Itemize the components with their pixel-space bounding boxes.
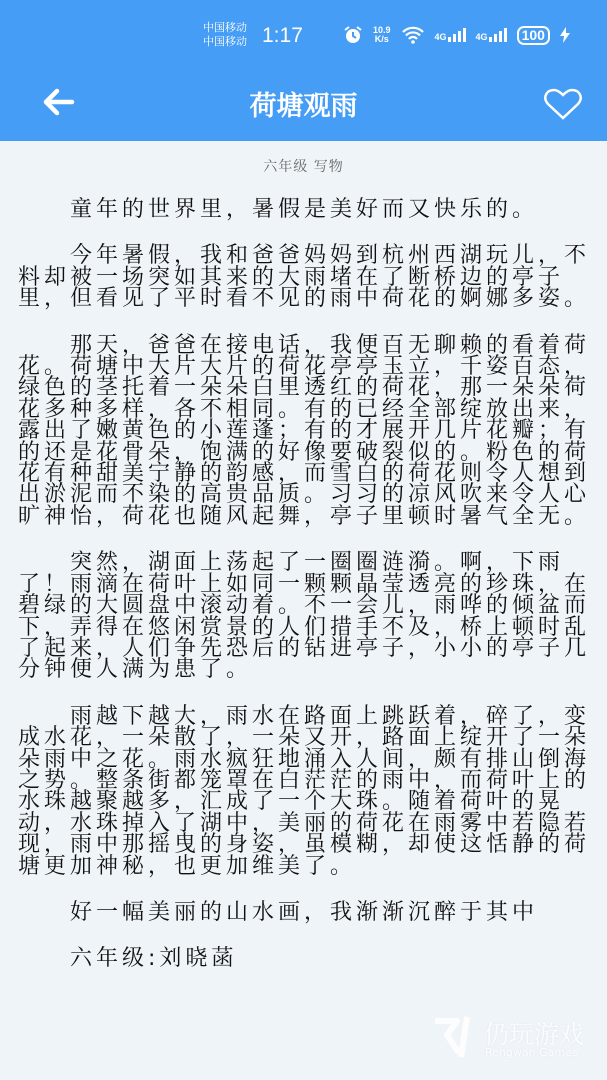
page-title: 荷塘观雨 [249,91,358,122]
paragraph: 那天，爸爸在接电话，我便百无聊赖的看着荷花。荷塘中大片大片的荷花亭亭玉立，千姿百态，绿色的茎托着一朵朵白里透红的荷花，那一朵朵荷花多种多样，各不相同。有的已经全部绽放出来，露出了嫩黄色的小莲蓬；有的才展开几片花瓣；有的还是花骨朵，饱满的好像要破裂似的。粉色的荷花有种甜美宁静的韵感，而雪白的荷花则令人想到出淤泥而不染的高贵品质。习习的凉风吹来令人心旷神怡，荷花也随风起舞，亭子里顿时暑气全无。 [18,332,591,529]
carrier-1: 中国移动 [203,21,247,34]
paragraph: 突然，湖面上荡起了一圈圈涟漪。啊，下雨了！雨滴在荷叶上如同一颗颗晶莹透亮的珍珠，在碧绿的大圆盘中滚动着。不一会儿，雨哗的倾盆而下，弄得在悠闲赏景的人们措手不及，桥上顿时乱了起来，人们争先恐后的钻进亭子，小小的亭子几分钟便人满为患了。 [18,550,591,683]
alarm-icon [343,25,363,45]
paragraph: 雨越下越大，雨水在路面上跳跃着，碎了，变成水花，一朵散了，一朵又开，路面上绽开了一朵朵雨中之花。雨水疯狂地涌入人间，颇有排山倒海之势。整条街都笼罩在白茫茫的雨中，而荷叶上的水珠越聚越多，汇成了一个大珠。随着荷叶的晃动，水珠掉入了湖中，美丽的荷花在雨雾中若隐若现，雨中那摇曳的身姿，虽模糊，却使这恬静的荷塘更加神秘，也更加维美了。 [18,703,591,879]
watermark-en: Rengwan Games [485,1046,578,1059]
status-bar [0,0,607,66]
top-nav-bar [0,66,607,141]
carrier-info [203,21,247,49]
paragraph: 童年的世界里，暑假是美好而又快乐的。 [70,197,539,222]
wifi-icon [401,26,425,44]
net-speed: 10.9 K/s [373,25,391,44]
paragraph: 好一幅美丽的山水画，我渐渐沉醉于其中 [70,899,539,925]
watermark-cn: 仍玩游戏 [484,1020,585,1049]
paragraph: 今年暑假，我和爸爸妈妈到杭州西湖玩儿，不料却被一场突如其来的大雨堵在了断桥边的亭子里，但看见了平时看不见的雨中荷花的婀娜多姿。 [18,243,591,312]
author-line: 六年级:刘晓菡 [70,946,238,972]
article-subtitle: 六年级 写物 [263,159,344,175]
watermark [432,1015,585,1063]
heart-outline-icon[interactable] [543,88,583,120]
clock: 1:17 [262,24,303,47]
carrier-2: 中国移动 [203,35,247,48]
signal-icon: 4G [476,28,507,42]
battery-icon: 100 [517,26,550,45]
article-body [18,199,594,995]
charging-icon [560,27,570,43]
watermark-logo-icon [432,1015,478,1059]
signal-icon: 4G [435,28,466,42]
